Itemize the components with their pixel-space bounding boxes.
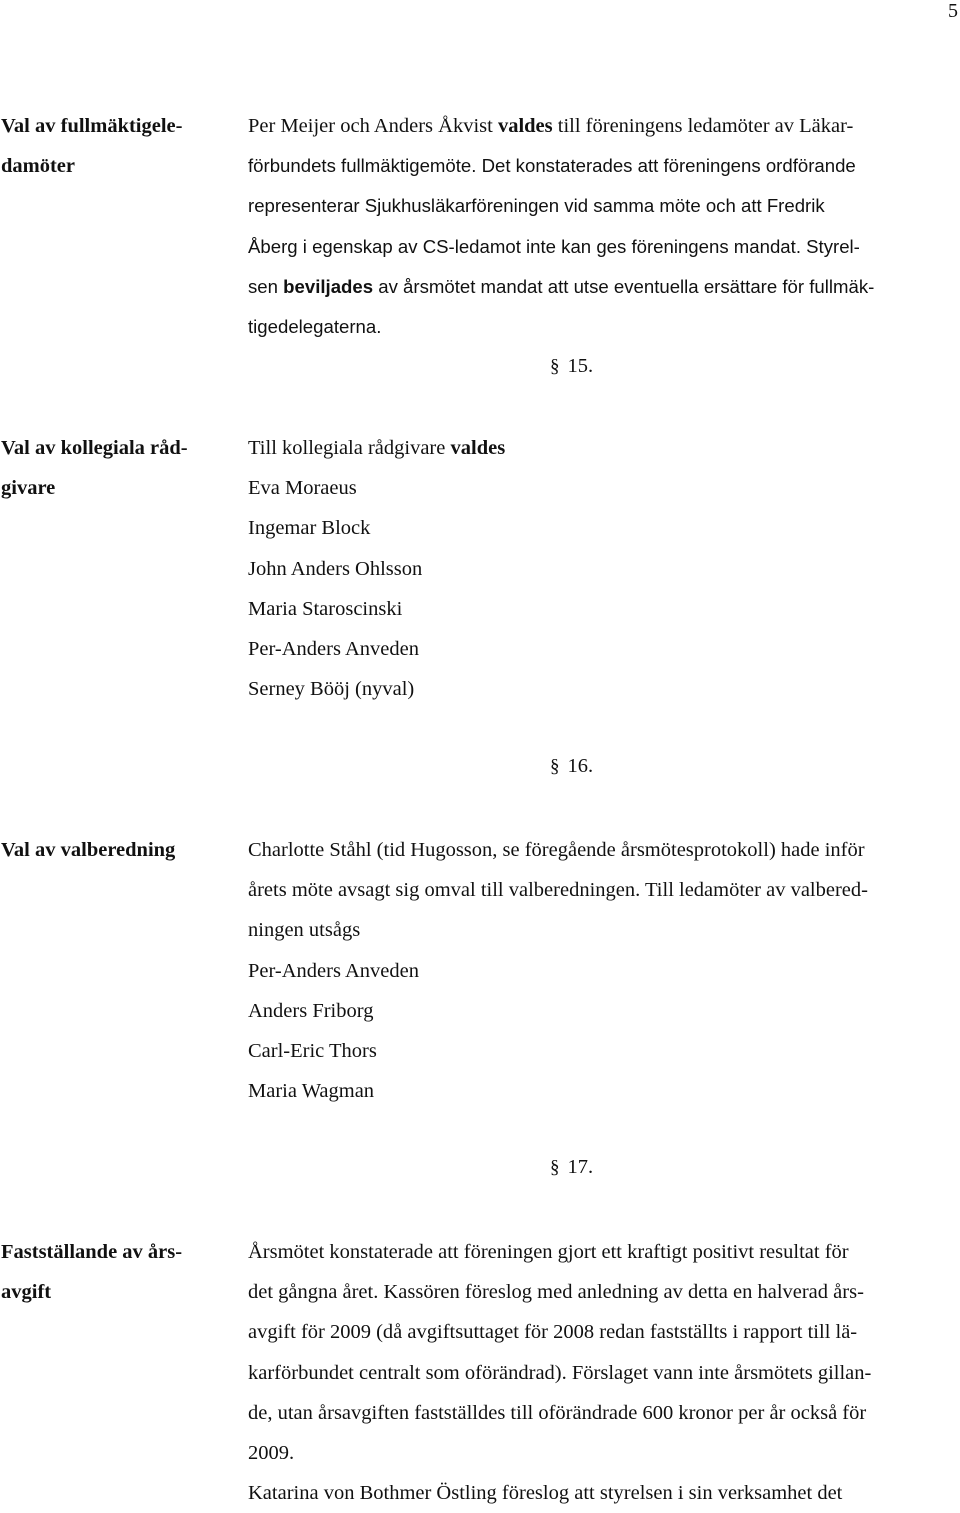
heading-line: givare <box>1 477 56 499</box>
section-heading-fullmaktige <box>1 106 216 186</box>
section-sign-icon: § <box>550 756 560 777</box>
body-line: tigedelegaterna. <box>248 316 382 338</box>
section-body-radgivare <box>248 428 960 709</box>
list-item: Per-Anders Anveden <box>248 959 419 982</box>
section-body-valberedning <box>248 830 960 1111</box>
body-line: det gångna året. Kassören föreslog med anledning av detta en halverad års- <box>248 1281 864 1304</box>
section-sign-icon: § <box>550 1157 560 1178</box>
body-line: avgift för 2009 (då avgiftsuttaget för 2008 redan fastställts i rapport till lä- <box>248 1321 858 1344</box>
body-line: de, utan årsavgiften fastställdes till oförändrade 600 kronor per år också för <box>248 1401 867 1424</box>
section-body-fullmaktige <box>248 106 960 347</box>
body-line: förbundets fullmäktigemöte. Det konstaterades att föreningens ordförande <box>248 155 856 177</box>
heading-line: avgift <box>1 1281 52 1303</box>
heading-line: damöter <box>1 155 76 177</box>
body-line: Charlotte Ståhl (tid Hugosson, se föregående årsmötesprotokoll) hade inför <box>248 839 865 861</box>
list-item: John Anders Ohlsson <box>248 557 423 580</box>
body-line: Katarina von Bothmer Östling föreslog att styrelsen i sin verksamhet det <box>248 1482 843 1505</box>
list-item: Per-Anders Anveden <box>248 638 419 661</box>
section-sign-icon: § <box>550 356 560 377</box>
paragraph-number-17: § 17. <box>550 1156 594 1178</box>
page-number: 5 <box>948 0 958 22</box>
section-heading-valberedning <box>1 830 216 870</box>
body-line: årets möte avsagt sig omval till valberedningen. Till ledamöter av valbered- <box>248 879 868 902</box>
list-item: Maria Wagman <box>248 1080 375 1103</box>
heading-line: Val av fullmäktigele- <box>1 115 183 137</box>
body-line: sen beviljades av årsmötet mandat att utse eventuella ersättare för fullmäk- <box>248 275 875 297</box>
body-line: representerar Sjukhusläkarföreningen vid samma möte och att Fredrik <box>248 195 825 217</box>
section-heading-arsavgift <box>1 1232 216 1312</box>
body-line: Årsmötet konstaterade att föreningen gjort ett kraftigt positivt resultat för <box>248 1241 849 1263</box>
body-line: Till kollegiala rådgivare valdes <box>248 437 506 459</box>
heading-line: Val av kollegiala råd- <box>1 437 188 459</box>
body-line: Åberg i egenskap av CS-ledamot inte kan ges föreningens mandat. Styrel- <box>248 235 860 257</box>
paragraph-number-16: § 16. <box>550 755 594 777</box>
section-heading-radgivare <box>1 428 216 508</box>
section-body-arsavgift <box>248 1232 960 1513</box>
list-item: Carl-Eric Thors <box>248 1040 377 1063</box>
body-line: karförbundet centralt som oförändrad). Förslaget vann inte årsmötets gillan- <box>248 1361 872 1384</box>
list-item: Serney Bööj (nyval) <box>248 678 415 701</box>
list-item: Anders Friborg <box>248 999 374 1022</box>
list-item: Ingemar Block <box>248 517 371 540</box>
heading-line: Val av valberedning <box>1 839 176 861</box>
list-item: Maria Staroscinski <box>248 597 403 620</box>
body-line: ningen utsågs <box>248 919 361 942</box>
body-line: 2009. <box>248 1442 295 1465</box>
heading-line: Fastställande av års- <box>1 1241 183 1263</box>
body-line: Per Meijer och Anders Åkvist valdes till föreningens ledamöter av Läkar- <box>248 115 854 137</box>
list-item: Eva Moraeus <box>248 477 357 500</box>
paragraph-number-15: § 15. <box>550 355 594 377</box>
